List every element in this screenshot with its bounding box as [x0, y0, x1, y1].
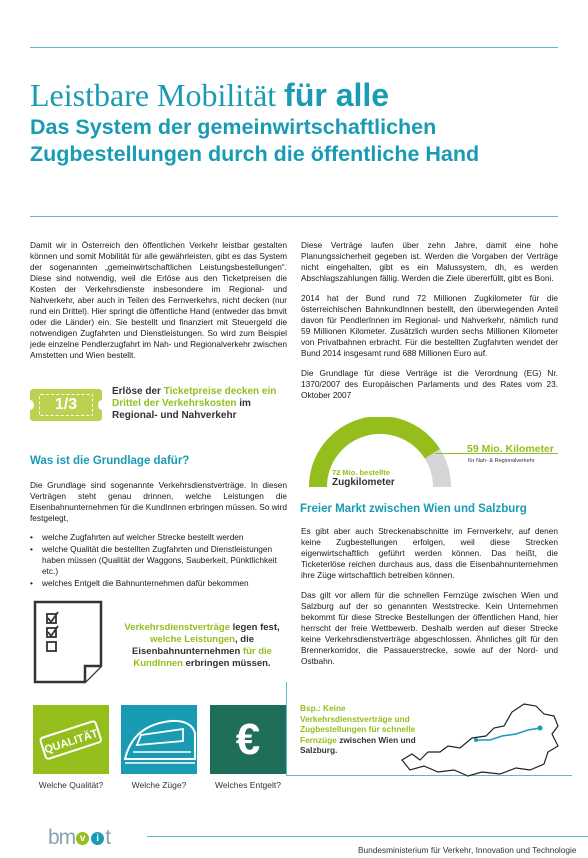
logo-bm: bm	[48, 826, 76, 849]
ticket-notch-right	[98, 400, 106, 410]
train-box	[121, 705, 197, 774]
ticket-caption-a: Erlöse der	[112, 386, 164, 397]
contracts-text: Diese Verträge laufen über zehn Jahre, damit eine hohe Planungssicherheit gegeben ist. Werden die Vorgaben der Verträge nicht eingehalten, gibt es ein Malussystem, dh, es werden Abschlagszahlungen fällig. Werden die Ziele übererfüllt, gibt es Boni.	[301, 240, 558, 283]
gauge-part-sublabel: für Nah- & Regionalverkehr	[468, 458, 535, 464]
example-caption-a: Bsp.: Keine Verkehrsdienstverträge und Zugbestellungen für schnelle Fernzüge	[300, 703, 416, 745]
title-serif-part: Leistbare Mobilität	[30, 77, 277, 113]
train-icon	[121, 705, 197, 774]
regulation-text: Die Grundlage für diese Verträge ist die Verordnung (EG) Nr. 1370/2007 des Europäischen Parlaments und des Rates vom 23. Oktober 2007	[301, 368, 558, 400]
logo-dot-green: v	[76, 832, 89, 845]
page-title	[30, 76, 570, 168]
austria-map	[398, 690, 568, 782]
quality-box	[33, 705, 109, 774]
ministry-name: Bundesministerium für Verkehr, Innovation und Technologie	[358, 845, 577, 855]
heading-grundlage: Was ist die Grundlage dafür?	[30, 455, 190, 467]
contract-caption-e: für die KundInnen	[133, 646, 272, 669]
train-label: Welche Züge?	[131, 780, 187, 790]
top-rule	[30, 47, 558, 48]
list-item: • welches Entgelt die Bahnunternehmen dafür bekommen	[30, 578, 287, 589]
list-item: • welche Qualität die bestellten Zugfahrten und Dienstleistungen haben müssen (Qualität der Waggons, Sauberkeit, Pünktlichkeit etc.)	[30, 544, 287, 577]
ticket-caption-c: im Regional- und Nahverkehr	[112, 398, 251, 421]
example-caption-b: zwischen Wien und Salzburg.	[300, 734, 416, 755]
gauge-unit-label: Zugkilometer	[332, 477, 395, 488]
weststrecke-text: Das gilt vor allem für die schnellen Fernzüge zwischen Wien und Salzburg auf der so genannten Weststrecke. Kein Unternehmen bekommt für diese Strecke Bestellungen der öffentlichen Hand, hier herrscht der freie Wettbewerb. Deshalb werden auf dieser Strecke keine Verkehrsdienstverträge abgeschlossen. Ähnliches gilt für den Brennerkorridor, die Passauerstrecke, sowie auf der Nord- und Ostbahn.	[301, 590, 558, 666]
title-line-1	[30, 76, 570, 114]
bmvit-logo	[48, 824, 111, 852]
footer-rule	[147, 836, 588, 837]
contract-caption	[117, 622, 287, 670]
gauge-part-label: 59 Mio. Kilometer	[467, 443, 554, 455]
ticket-caption-b: Ticketpreise decken ein Drittel der Verkehrskosten	[112, 386, 277, 409]
market-text: Es gibt aber auch Streckenabschnitte im Fernverkehr, auf denen keine Zugbestellungen erfolgen, weil diese Strecken eigenwirtschaftlich geführt werden können. Das heißt, die Ticketerlöse reichen durchaus aus, dass die Eisenbahnunternehmen ihre Züge wirtschaftlich betreiben können.	[301, 526, 558, 580]
svg-text:QUALITÄT: QUALITÄT	[43, 727, 100, 757]
title-bold-part: für alle	[284, 77, 390, 113]
title-line-3: Zugbestellungen durch die öffentliche Hand	[30, 142, 480, 166]
ticket-graphic	[30, 389, 102, 421]
logo-t: t	[105, 826, 112, 849]
section-rule	[30, 216, 558, 217]
contract-caption-a: Verkehrsdienstverträge	[124, 622, 230, 633]
contract-caption-b: legen fest,	[230, 622, 280, 633]
intro-paragraph	[30, 240, 287, 367]
intro-text: Damit wir in Österreich den öffentlichen Verkehr leistbar gestalten können und somit Mobilität für alle gewährleisten, gibt es das System der sogenannten „gemeinwirtschaftlichen Leistungsbestellungen“. Diese sind notwendig, weil die Erlöse aus den Ticketpreisen die Kosten der Verkehrsdienste insbesondere im Regional- und Nahverkehr, aber auch in Teilen des Fernverkehrs, nicht decken (nur rund ein Drittel). Hier springt die öffentliche Hand (entweder das bmvit oder die Länder) ein. Sie bestellt und finanziert mit Steuergeld die notwendigen Zugfahrten und Dienstleistungen. So wird zum Beispiel jede einzelne Pendlerzugfahrt im Nah- und Regionalverkehr zwischen Amstetten und Wien bestellt.	[30, 240, 287, 360]
ticket-caption	[112, 386, 292, 422]
euro-icon: €	[235, 715, 261, 764]
price-box	[210, 705, 286, 774]
ticket-notch-left	[26, 400, 34, 410]
document-checklist-icon	[33, 600, 103, 684]
contract-caption-d: , die Eisenbahnunternehmen	[132, 634, 254, 657]
logo-dot-blue: i	[91, 832, 104, 845]
heading-freier-markt: Freier Markt zwischen Wien und Salzburg	[300, 503, 527, 515]
quality-stamp-icon	[33, 705, 109, 774]
price-label: Welches Entgelt?	[215, 780, 281, 790]
bullet-list	[30, 532, 287, 589]
ticket-fraction: 1/3	[39, 394, 93, 416]
contract-caption-c: welche Leistungen	[149, 634, 235, 645]
contract-caption-f: erbringen müssen.	[182, 658, 271, 669]
grundlage-text: Die Grundlage sind sogenannte Verkehrsdienstverträge. In diesen Verträgen steht genau drinnen, welche Leistungen die Eisenbahnunternehmen für die KundInnen erbringen müssen. So wird festgelegt,	[30, 480, 287, 523]
gauge-segment-rest	[432, 454, 442, 487]
quality-label: Welche Qualität?	[38, 780, 104, 790]
list-item: • welche Zugfahrten auf welcher Strecke bestellt werden	[30, 532, 287, 543]
title-line-2: Das System der gemeinwirtschaftlichen	[30, 115, 437, 139]
grundlage-section	[30, 480, 287, 590]
gauge-total-label: 72 Mio. bestellte	[332, 468, 390, 477]
kilometers-text: 2014 hat der Bund rund 72 Millionen Zugkilometer für die österreichischen BahnkundInnen bestellt, den überwiegenden Anteil davon für PendlerInnen im Regional- und Nahverkehr, nämlich rund 59 Millionen Kilometer. Zusätzlich wurden sechs Millionen Kilometer von Privatbahnen erbracht. Für die bestellten Zugfahrten wendet der Bund 2014 insgesamt rund 688 Millionen Euro auf.	[301, 293, 558, 358]
market-section	[301, 526, 558, 673]
right-column-top	[301, 240, 558, 407]
